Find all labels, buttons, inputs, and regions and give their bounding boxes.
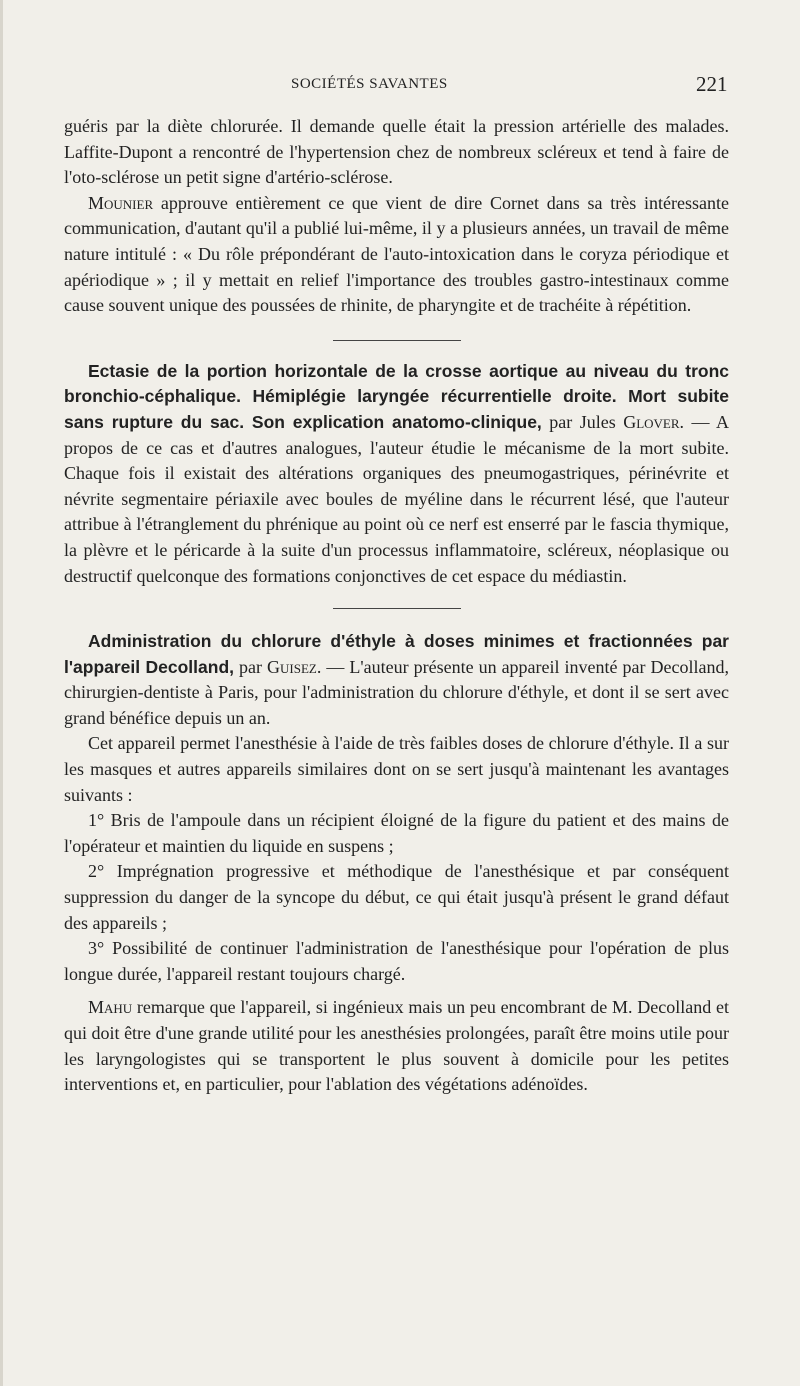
page-edge-shadow xyxy=(0,0,3,1386)
author-name-glover: Glover xyxy=(623,411,680,432)
body-text xyxy=(64,114,729,1098)
paragraph-mounier-text: approuve entièrement ce que vient de dire Cornet dans sa très intéressante communication, d'autant qu'il a publié lui-même, il y a plusieurs années, un travail de même nature intitulé : « Du rôle prépondérant de l'auto-intoxication dans le coryza périodique et apériodique » ; il y mettait en relief l'importance des troubles gastro-intestinaux comme cause souvent unique des poussées de rhinite, de pharyngite et de trachéite à répétition. xyxy=(64,192,729,316)
author-name-guisez: Guisez xyxy=(267,656,317,677)
author-name-mahu: Mahu xyxy=(88,997,133,1018)
list-item-2: 2° Imprégnation progressive et méthodique de l'anesthésique et par conséquent suppression du danger de la syncope du début, ce qui était jusqu'à présent le grand défaut des appareils ; xyxy=(64,861,729,933)
article-chlorure xyxy=(64,629,729,731)
article-byline-chlorure: par xyxy=(234,656,268,677)
section-divider xyxy=(333,608,461,609)
running-head-title: SOCIÉTÉS SAVANTES xyxy=(291,76,448,92)
running-head xyxy=(0,72,800,100)
section-divider xyxy=(333,340,461,341)
paragraph-appareil: Cet appareil permet l'anesthésie à l'aide de très faibles doses de chlorure d'éthyle. Il a sur les masques et autres appareils similaires dont on se sert jusqu'à maintenant les avantages suivants : xyxy=(64,733,729,805)
list-item-3: 3° Possibilité de continuer l'administration de l'anesthésique pour l'opération de plus longue durée, l'appareil restant toujours chargé. xyxy=(64,938,729,984)
paragraph-mahu xyxy=(64,995,729,1097)
paragraph-continuation: guéris par la diète chlorurée. Il demande quelle était la pression artérielle des malades. Laffite-Dupont a rencontré de l'hypertension chez de nombreux scléreux et tend à faire de l'oto-sclérose un petit signe d'artério-sclérose. xyxy=(64,116,729,188)
author-name-mounier: Mounier xyxy=(88,192,154,213)
article-byline-ectasie: par Jules xyxy=(541,411,624,432)
article-ectasie xyxy=(64,359,729,589)
list-item-1: 1° Bris de l'ampoule dans un récipient éloigné de la figure du patient et des mains de l'opérateur et maintien du liquide en suspens ; xyxy=(64,810,729,856)
page-number: 221 xyxy=(696,72,728,96)
article-text-ectasie: . — A propos de ce cas et d'autres analogues, l'auteur étudie le mécanisme de la mort subite. Chaque fois il existait des altérations organiques des pneumogastriques, périnévrite et névrite segmentaire périaxile avec boules de myéline dans le récurrent lésé, que l'auteur attribue à l'étranglement du phrénique au point où ce nerf est enserré par le fascia thymique, la plèvre et le péricarde à la suite d'un processus inflammatoire, scléreux, néoplasique ou destructif quelconque des formations conjonctives de cet espace du médiastin. xyxy=(64,411,730,586)
article-text-chlorure: . — L'auteur présente un appareil inventé par Decolland, chirurgien-dentiste à Paris, pour l'administration du chlorure d'éthyle, et dont il se sert avec grand bénéfice depuis un an. xyxy=(64,656,729,728)
article-heading-ectasie: Ectasie de la portion horizontale de la crosse aortique au niveau du tronc bronchio-céphalique. Hémiplégie laryngée récurrentielle droite. Mort subite sans rupture du sac. Son explication anatomo-clinique, xyxy=(64,360,729,432)
paragraph-mounier xyxy=(64,191,729,319)
paragraph-mahu-text: remarque que l'appareil, si ingénieux mais un peu encombrant de M. Decolland et qui doit être d'une grande utilité pour les anesthésies prolongées, paraît être moins utile pour les laryngologistes qui se transportent le plus souvent à domicile pour les petites interventions et, en particulier, pour l'ablation des végétations adénoïdes. xyxy=(64,997,729,1095)
article-heading-chlorure: Administration du chlorure d'éthyle à doses minimes et fractionnées par l'appareil Decolland, xyxy=(64,631,729,677)
